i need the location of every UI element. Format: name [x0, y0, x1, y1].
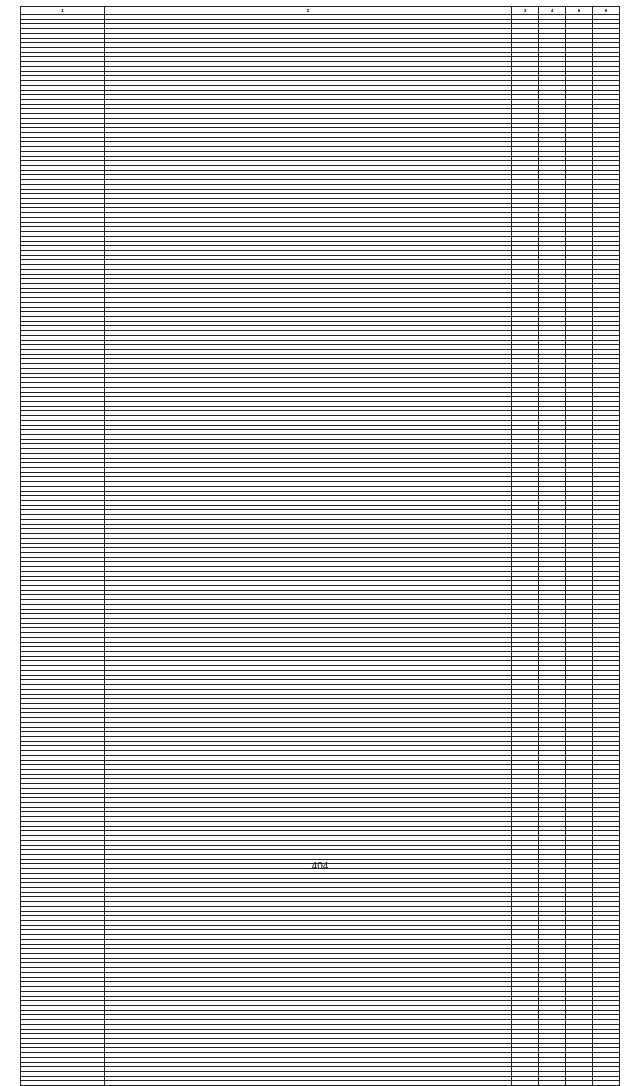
- column-header: 4: [539, 7, 566, 15]
- page-number: 404: [311, 861, 329, 872]
- table-body: [21, 7, 620, 1086]
- registry-table: [20, 6, 620, 1086]
- column-header: 1: [21, 7, 105, 15]
- table-cell: [593, 1081, 620, 1086]
- table-cell: [104, 1081, 511, 1086]
- column-header: 6: [593, 7, 620, 15]
- table-cell: [566, 1081, 593, 1086]
- column-header: 5: [566, 7, 593, 15]
- column-header: 2: [104, 7, 511, 15]
- column-header: 3: [512, 7, 539, 15]
- table-cell: [21, 1081, 105, 1086]
- table-header-row: [21, 7, 620, 15]
- table-cell: [539, 1081, 566, 1086]
- table-cell: [512, 1081, 539, 1086]
- table-row: [21, 1081, 620, 1086]
